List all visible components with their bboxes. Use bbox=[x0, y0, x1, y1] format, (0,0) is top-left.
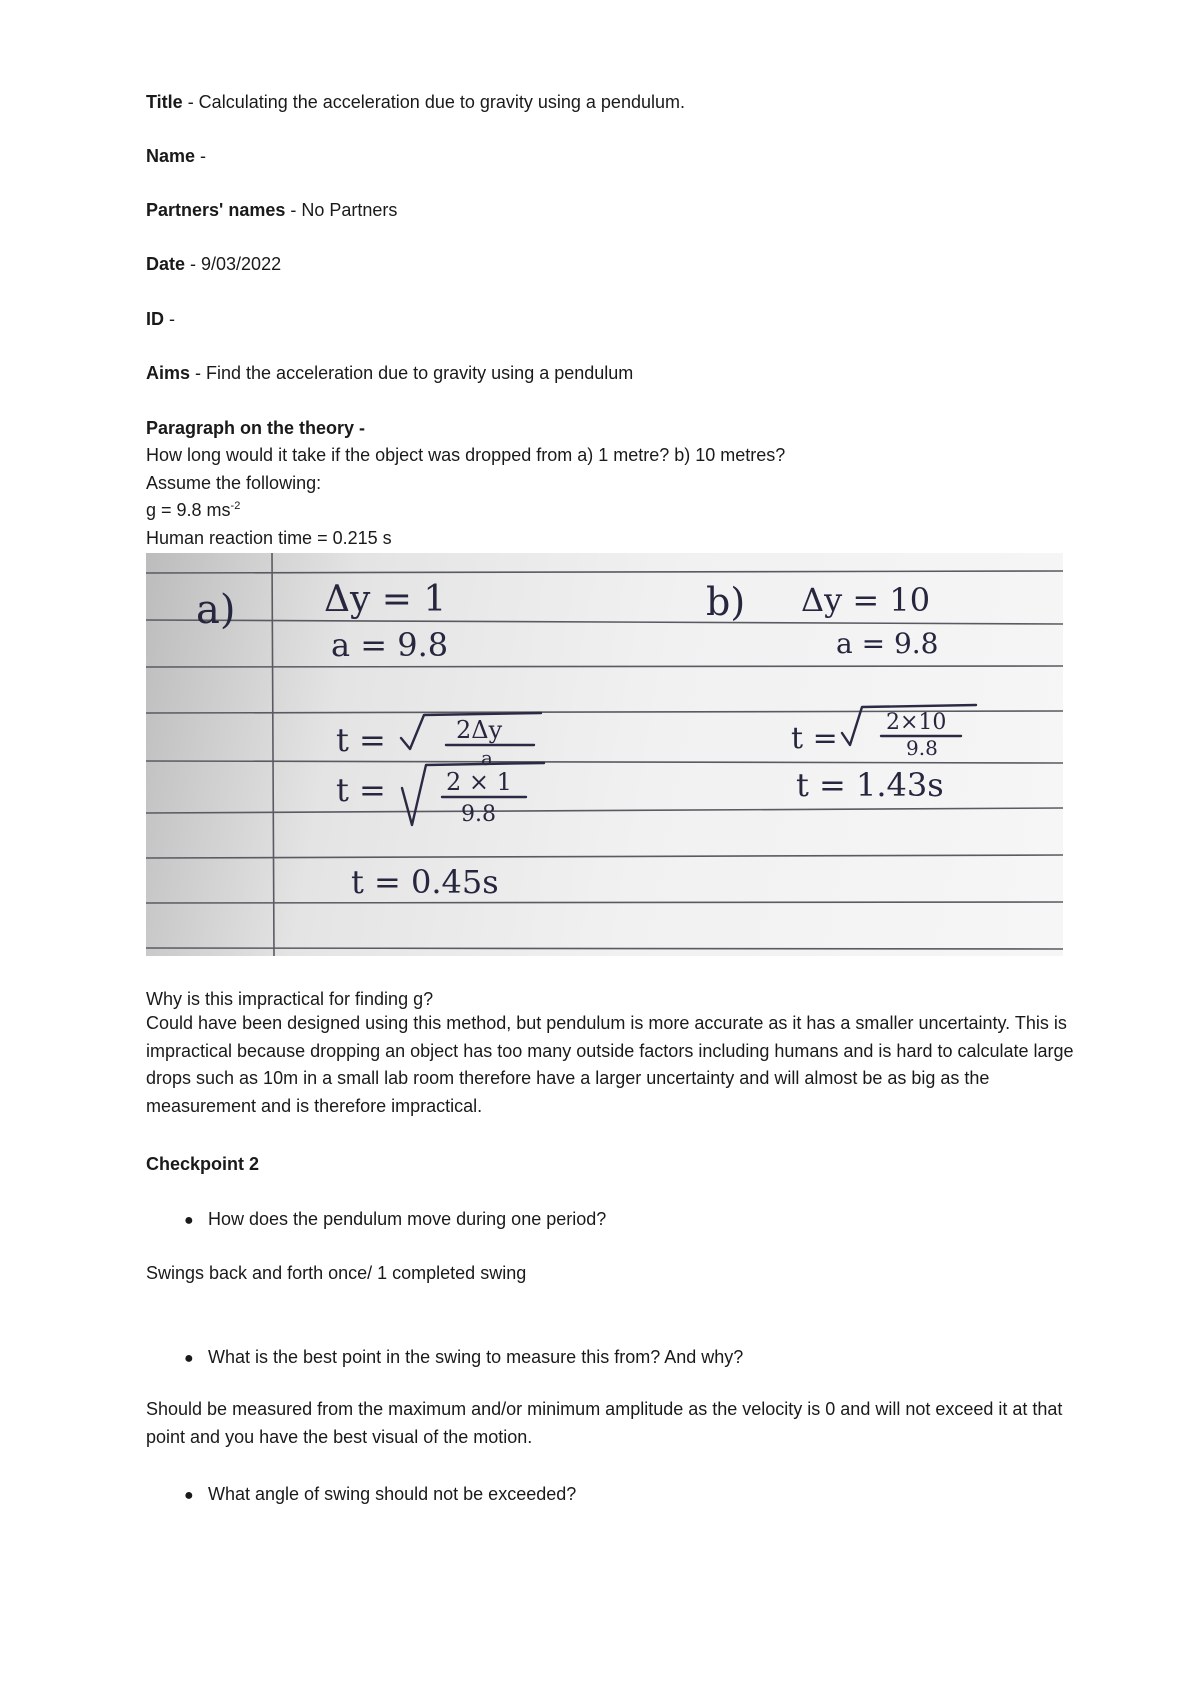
question-3-text: What angle of swing should not be exceeded? bbox=[208, 1484, 577, 1504]
handwritten-working-svg bbox=[146, 553, 1063, 956]
bullet-icon: ● bbox=[184, 1350, 194, 1367]
part-b-t1-lhs: t = bbox=[791, 721, 838, 756]
handwritten-working-photo bbox=[146, 553, 1063, 956]
part-a-t1-den: a bbox=[481, 746, 493, 770]
partners-value: - No Partners bbox=[285, 200, 398, 220]
part-a-t2-den: 9.8 bbox=[461, 802, 496, 827]
part-b-dy: Δy = 10 bbox=[801, 581, 931, 619]
id-line bbox=[146, 308, 175, 330]
partners-label: Partners' names bbox=[146, 200, 286, 220]
theory-heading: Paragraph on the theory - bbox=[146, 418, 366, 438]
g-text: g = 9.8 ms bbox=[146, 500, 231, 520]
part-b-accel: a = 9.8 bbox=[836, 627, 939, 660]
id-label: ID bbox=[146, 309, 164, 329]
part-a-result: t = 0.45s bbox=[351, 863, 499, 901]
bullet-icon: ● bbox=[184, 1487, 194, 1504]
date-line bbox=[146, 253, 281, 275]
checkpoint-heading: Checkpoint 2 bbox=[146, 1154, 260, 1174]
why-answer: Could have been designed using this method, but pendulum is more accurate as it has a smaller uncertainty. This is impractical because dropping an object has too many outside factors including humans and is hard to calculate large drops such as 10m in a small lab room therefore have a larger uncertainty and will almost be as big as the measurement and is therefore impractical. bbox=[146, 1013, 1074, 1116]
question-2-text: What is the best point in the swing to measure this from? And why? bbox=[208, 1347, 744, 1367]
theory-assume: Assume the following: bbox=[146, 473, 322, 493]
title-label: Title bbox=[146, 92, 183, 112]
part-b-t1-den: 9.8 bbox=[906, 736, 938, 760]
name-line bbox=[146, 145, 206, 167]
bullet-icon: ● bbox=[184, 1212, 194, 1229]
part-b-label: b) bbox=[706, 580, 746, 624]
checkpoint-question-2 bbox=[146, 1346, 743, 1370]
title-line bbox=[146, 91, 685, 113]
why-question: Why is this impractical for finding g? bbox=[146, 989, 434, 1009]
title-value: - Calculating the acceleration due to gravity using a pendulum. bbox=[182, 92, 685, 112]
checkpoint-question-1 bbox=[146, 1208, 606, 1232]
partners-line bbox=[146, 199, 397, 221]
checkpoint-question-3 bbox=[146, 1483, 576, 1507]
name-value: - bbox=[195, 146, 207, 166]
aims-value: - Find the acceleration due to gravity using a pendulum bbox=[190, 363, 634, 383]
g-exponent: -2 bbox=[230, 500, 241, 512]
date-value: - 9/03/2022 bbox=[185, 254, 282, 274]
theory-question: How long would it take if the object was dropped from a) 1 metre? b) 10 metres? bbox=[146, 445, 786, 465]
checkpoint-answer-1: Swings back and forth once/ 1 completed swing bbox=[146, 1263, 527, 1283]
aims-label: Aims bbox=[146, 363, 191, 383]
name-label: Name bbox=[146, 146, 196, 166]
question-1-text: How does the pendulum move during one period? bbox=[208, 1209, 607, 1229]
part-b-result: t = 1.43s bbox=[796, 766, 944, 804]
part-a-t1-num: 2Δy bbox=[456, 716, 503, 744]
part-a-accel: a = 9.8 bbox=[331, 626, 449, 664]
part-a-t1-lhs: t = bbox=[336, 721, 386, 759]
part-a-t2-num: 2 × 1 bbox=[446, 768, 512, 796]
part-a-dy: Δy = 1 bbox=[324, 579, 447, 620]
part-b-t1-num: 2×10 bbox=[886, 710, 947, 735]
theory-reaction: Human reaction time = 0.215 s bbox=[146, 528, 392, 548]
id-value: - bbox=[164, 309, 175, 329]
part-a-t2-lhs: t = bbox=[336, 771, 386, 809]
checkpoint-answer-2: Should be measured from the maximum and/or minimum amplitude as the velocity is 0 and will not exceed it at that point and you have the best visual of the motion. bbox=[146, 1399, 1063, 1447]
part-a-label: a) bbox=[196, 587, 236, 633]
aims-line bbox=[146, 362, 633, 384]
theory-g-line bbox=[146, 499, 240, 521]
date-label: Date bbox=[146, 254, 186, 274]
